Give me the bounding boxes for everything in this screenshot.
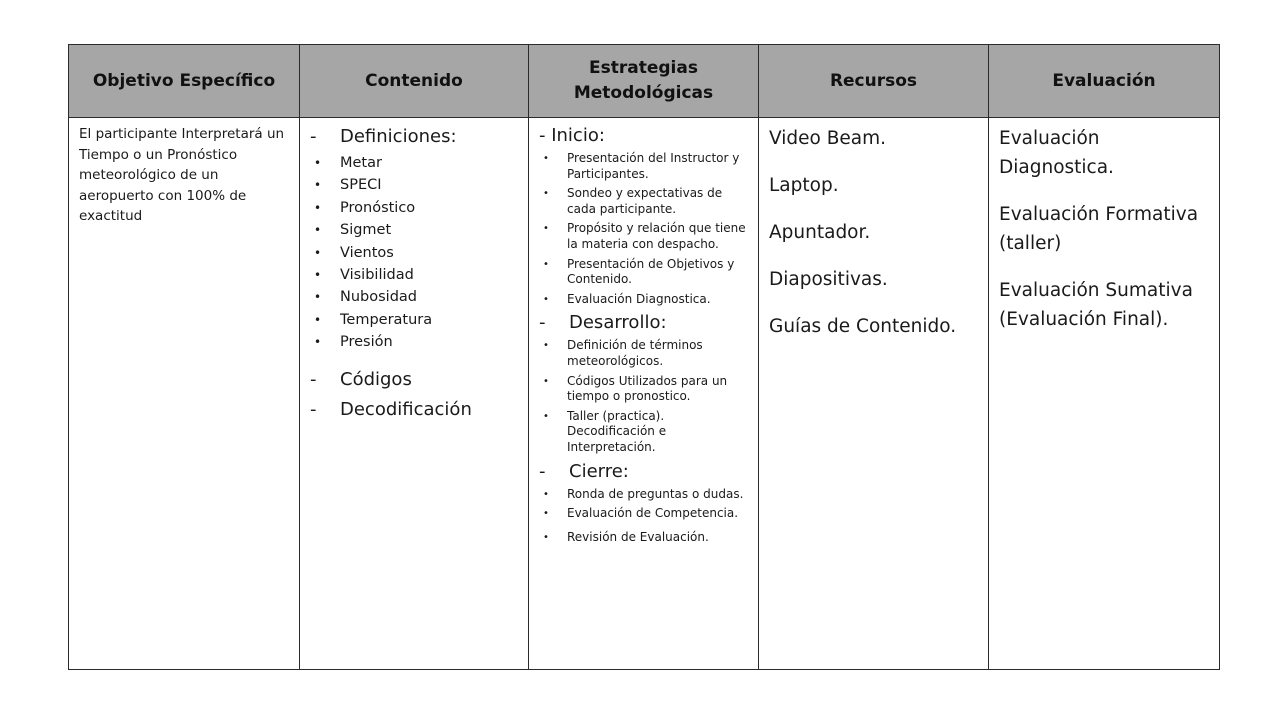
list-item: • SPECI xyxy=(308,174,520,196)
recurso-item: Apuntador. xyxy=(769,222,871,243)
bullet-icon: • xyxy=(314,245,322,260)
header-row xyxy=(69,45,1220,118)
bullet-icon: • xyxy=(314,223,322,238)
list-item: • Revisión de Evaluación. xyxy=(543,529,709,544)
inicio-heading: - Inicio: xyxy=(539,125,605,146)
list-item: • Sigmet xyxy=(308,219,520,241)
recurso-item: Diapositivas. xyxy=(769,269,888,290)
bullet-icon: • xyxy=(543,258,549,270)
bullet-icon: • xyxy=(314,268,322,283)
list-item: • Definición de términos meteorológicos. xyxy=(543,338,703,368)
recurso-item: Video Beam. xyxy=(769,128,887,149)
cell-contenido xyxy=(300,118,529,670)
bullet-icon: • xyxy=(543,188,549,200)
list-item: • Metar xyxy=(308,152,520,174)
bullet-icon: • xyxy=(314,200,322,215)
bullet-icon: • xyxy=(314,178,322,193)
recurso-item: Laptop. xyxy=(769,175,839,196)
inicio-list xyxy=(537,151,750,307)
list-item: • Propósito y relación que tiene la materia con despacho. xyxy=(543,221,746,251)
cell-estrategias xyxy=(529,118,759,670)
definiciones-heading: - Definiciones: xyxy=(310,126,457,147)
list-item: • Presentación de Objetivos y Contenido. xyxy=(543,256,735,287)
bullet-icon: • xyxy=(543,410,549,422)
list-item: • Presión xyxy=(308,331,520,353)
header-contenido: Contenido xyxy=(300,45,529,118)
header-recursos: Recursos xyxy=(759,45,989,118)
header-objetivo: Objetivo Específico xyxy=(69,45,300,118)
list-item: • Presentación del Instructor y Participantes. xyxy=(543,151,740,181)
cierre-list xyxy=(537,487,750,546)
list-item: • Códigos Utilizados para un tiempo o pronostico. xyxy=(543,373,728,404)
header-estrategias: Estrategias Metodológicas xyxy=(529,45,759,118)
list-item: • Ronda de preguntas o dudas. xyxy=(543,486,744,501)
bullet-icon: • xyxy=(543,223,549,235)
decodificacion-heading: - Decodificación xyxy=(310,398,472,420)
evaluacion-item: Evaluación Sumativa (Evaluación Final). xyxy=(999,280,1193,330)
bullet-icon: • xyxy=(543,340,549,352)
list-item: • Vientos xyxy=(308,242,520,264)
desarrollo-list xyxy=(537,338,750,455)
list-item: • Nubosidad xyxy=(308,286,520,308)
bullet-icon: • xyxy=(543,508,549,520)
list-item: • Evaluación de Competencia. xyxy=(543,506,739,521)
list-item: • Temperatura xyxy=(308,309,520,331)
bullet-icon: • xyxy=(543,293,549,305)
bullet-icon: • xyxy=(543,488,549,500)
cell-recursos xyxy=(759,118,989,670)
table-row xyxy=(69,118,1220,670)
list-item: • Evaluación Diagnostica. xyxy=(543,291,711,306)
list-item: • Sondeo y expectativas de cada participante. xyxy=(543,186,723,216)
codigos-heading: - Códigos xyxy=(310,368,412,390)
evaluacion-item: Evaluación Formativa (taller) xyxy=(999,204,1199,254)
lesson-plan-table xyxy=(68,44,1220,670)
recurso-item: Guías de Contenido. xyxy=(769,316,957,337)
desarrollo-heading: - Desarrollo: xyxy=(539,312,667,334)
bullet-icon: • xyxy=(543,375,549,387)
bullet-icon: • xyxy=(543,153,549,164)
cierre-heading: - Cierre: xyxy=(539,460,629,482)
cell-evaluacion xyxy=(989,118,1220,670)
evaluacion-item: Evaluación Diagnostica. xyxy=(999,128,1114,178)
list-item: • Visibilidad xyxy=(308,264,520,286)
list-item: • Pronóstico xyxy=(308,197,520,219)
bullet-icon: • xyxy=(314,335,322,350)
bullet-icon: • xyxy=(543,531,549,543)
objetivo-text: El participante Interpretará un Tiempo o un Pronóstico meteorológico de un aeropuerto con 100% de exactitud xyxy=(79,126,285,224)
bullet-icon: • xyxy=(314,290,322,305)
definiciones-list xyxy=(308,152,520,354)
header-evaluacion: Evaluación xyxy=(989,45,1220,118)
bullet-icon: • xyxy=(314,156,322,170)
cell-objetivo xyxy=(69,118,300,670)
bullet-icon: • xyxy=(314,312,322,327)
list-item: • Taller (practica). Decodificación e Interpretación. xyxy=(543,408,667,454)
